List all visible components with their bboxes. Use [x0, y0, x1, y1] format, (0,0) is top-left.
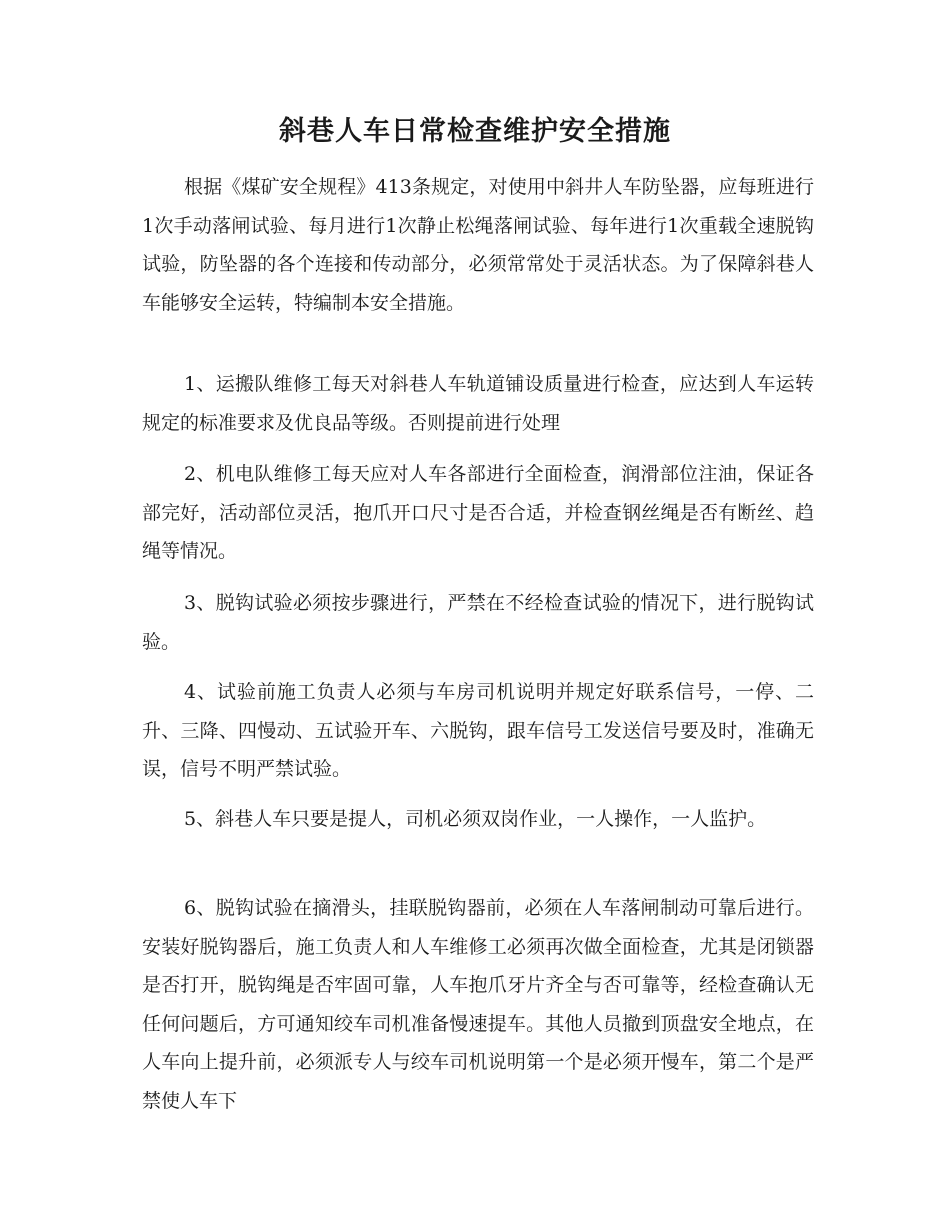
clause-2-paragraph: 2、机电队维修工每天应对人车各部进行全面检查，润滑部位注油，保证各部完好，活动部位灵活，抱爪开口尺寸是否合适，并检查钢丝绳是否有断丝、趋绳等情况。	[142, 463, 814, 562]
clause-5-paragraph: 5、斜巷人车只要是提人，司机必须双岗作业，一人操作，一人监护。	[184, 808, 767, 830]
clause-1-paragraph: 1、运搬队维修工每天对斜巷人车轨道铺设质量进行检查，应达到人车运转规定的标准要求及优良品等级。否则提前进行处理	[142, 373, 814, 434]
document-title: 斜巷人车日常检查维护安全措施	[279, 116, 671, 147]
clause-6-paragraph: 6、脱钩试验在摘滑头，挂联脱钩器前，必须在人车落闸制动可靠后进行。安装好脱钩器后，施工负责人和人车维修工必须再次做全面检查，尤其是闭锁器是否打开，脱钩绳是否牢固可靠，人车抱爪牙片齐全与否可靠等，经检查确认无任何问题后，方可通知绞车司机准备慢速提车。其他人员撤到顶盘安全地点，在人车向上提升前，必须派专人与绞车司机说明第一个是必须开慢车，第二个是严禁使人车下	[142, 897, 814, 1112]
clause-4-paragraph: 4、试验前施工负责人必须与车房司机说明并规定好联系信号，一停、二升、三降、四慢动、五试验开车、六脱钩，跟车信号工发送信号要及时，准确无误，信号不明严禁试验。	[142, 681, 814, 780]
clause-3-paragraph: 3、脱钩试验必须按步骤进行，严禁在不经检查试验的情况下，进行脱钩试验。	[142, 592, 814, 653]
intro-paragraph: 根据《煤矿安全规程》413条规定，对使用中斜井人车防坠器，应每班进行1次手动落闸试验、每月进行1次静止松绳落闸试验、每年进行1次重载全速脱钩试验，防坠器的各个连接和传动部分，必须常常处于灵活状态。为了保障斜巷人车能够安全运转，特编制本安全措施。	[142, 176, 814, 314]
